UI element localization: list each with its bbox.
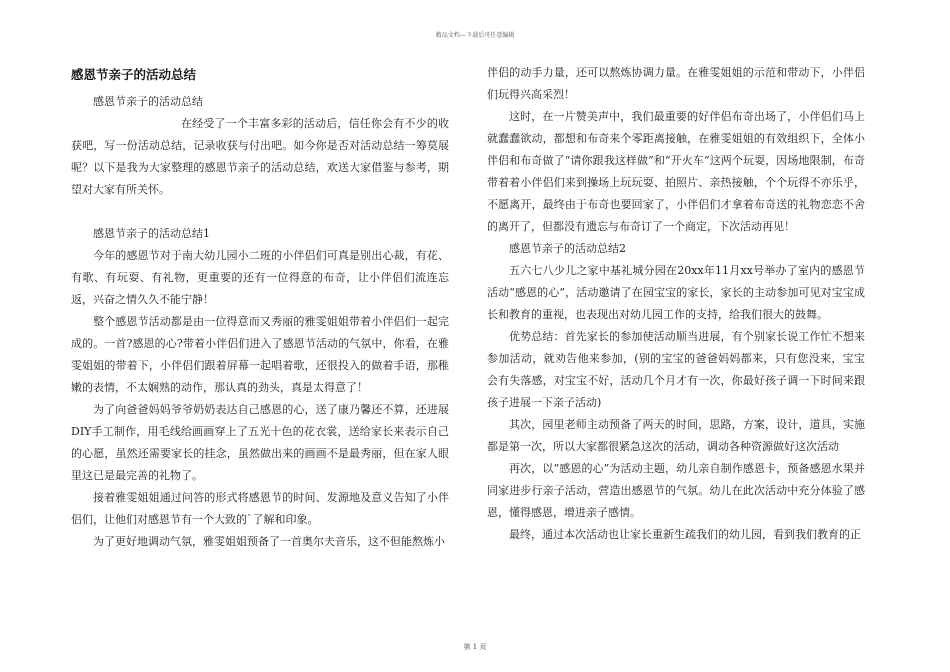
intro-paragraph: 在经受了一个丰富多彩的活动后，信任你会有不少的收获吧，写一份活动总结，记录收获与付出吧。如今你是否对活动总结一筹莫展呢？以下是我为大家整理的感恩节亲子的活动总结，欢送大家借鉴与参考，期望对大家有所关怀。 [71, 117, 449, 196]
right-column [487, 62, 865, 546]
body-paragraph: 其次，园里老师主动预备了两天的时间，思路，方案，设计，道具，实施都是第一次，所以大家都很紧急这次的活动，调动各种资源做好这次活动 [487, 418, 865, 453]
body-paragraph: 最终，通过本次活动也让家长重新生疏我们的幼儿园，看到我们教育的正 [509, 528, 861, 541]
section-heading-2: 感恩节亲子的活动总结2 [509, 242, 626, 255]
body-paragraph: 这时，在一片赞美声中，我们最重要的好伴侣布奇出场了，小伴侣们马上就蠢蠢欲动，都想和布奇来个零距离接触，在雅雯姐姐的有效组织下，全体小伴侣和布奇做了“请你跟我这样做”和“开火车”这两个玩耍，因场地限制，布奇带着着小伴侣们来到操场上玩玩耍、拍照片、亲热接触，个个玩得不亦乐乎，不愿离开，最终由于布奇也要回家了，小伴侣们才拿着布奇送的礼物恋恋不舍的离开了，但都没有遗忘与布奇订了一个商定，下次活动再见！ [487, 110, 865, 233]
body-paragraph: 今年的感恩节对于南大幼儿园小二班的小伴侣们可真是别出心裁，有花、有歌、有玩耍、有礼物，更重要的还有一位得意的布奇，让小伴侣们流连忘返，兴奋之情久久不能宁静！ [71, 249, 449, 306]
section-heading-1: 感恩节亲子的活动总结1 [93, 227, 210, 240]
document-title: 感恩节亲子的活动总结 [71, 67, 197, 82]
body-paragraph: 五六七八少儿之家中基礼城分园在20xx年11月xx号举办了室内的感恩节活动“感恩的心”，活动邀请了在园宝宝的家长，家长的主动参加可见对宝宝成长和教育的重视，也表现出对幼儿园工作的支持，给我们很大的鼓舞。 [487, 264, 865, 321]
body-paragraph: 整个感恩节活动都是由一位得意而又秀丽的雅雯姐姐带着小伴侣们一起完成的。一首?感恩的心?带着小伴侣们进入了感恩节活动的气氛中，你看，在雅雯姐姐的带着下，小伴侣们跟着屏幕一起唱着歌，还很投入的做着手语，那稚嫩的表情，不太娴熟的动作，那认真的劲头，真是太得意了！ [71, 315, 449, 394]
body-paragraph: 接着雅雯姐姐通过问答的形式将感恩节的时间、发源地及意义告知了小伴侣们，让他们对感恩节有一个大致的`了解和印象。 [71, 491, 449, 526]
page-footer: 第 1 页 [463, 643, 487, 651]
body-paragraph: 为了向爸爸妈妈爷爷奶奶表达自己感恩的心，送了康乃馨还不算，还进展DIY手工制作，用毛线给画画穿上了五光十色的花衣裳，送给家长来表示自己的心愿，虽然还需要家长的挂念，虽然做出来的画画不是最秀丽，但在家人眼里这已是最完善的礼物了。 [71, 403, 449, 482]
page-header: 精品文档---下载后可任意编辑 [435, 32, 515, 39]
body-paragraph-continued: 伴侣的动手力量，还可以熬炼协调力量。在雅雯姐姐的示范和带动下，小伴侣们玩得兴高采烈！ [487, 66, 865, 101]
document-subtitle: 感恩节亲子的活动总结 [93, 95, 203, 108]
body-paragraph: 优势总结：首先家长的参加使活动顺当进展，有个别家长说工作忙不想来参加活动，就劝告他来参加，(别的宝宝的爸爸妈妈都来，只有您没来，宝宝会有失落感，对宝宝不好，活动几个月才有一次，你最好孩子调一下时间来跟孩子进展一下亲子活动) [487, 330, 865, 409]
left-column [71, 64, 449, 553]
body-paragraph: 再次，以“感恩的心”为活动主题，幼儿亲自制作感恩卡，预备感恩水果并同家进步行亲子活动，营造出感恩节的气氛。幼儿在此次活动中充分体验了感恩，懂得感恩，增进亲子感情。 [487, 462, 865, 519]
body-paragraph: 为了更好地调动气氛，雅雯姐姐预备了一首奥尔夫音乐，这不但能熬炼小 [93, 535, 445, 548]
spacer [71, 201, 449, 223]
